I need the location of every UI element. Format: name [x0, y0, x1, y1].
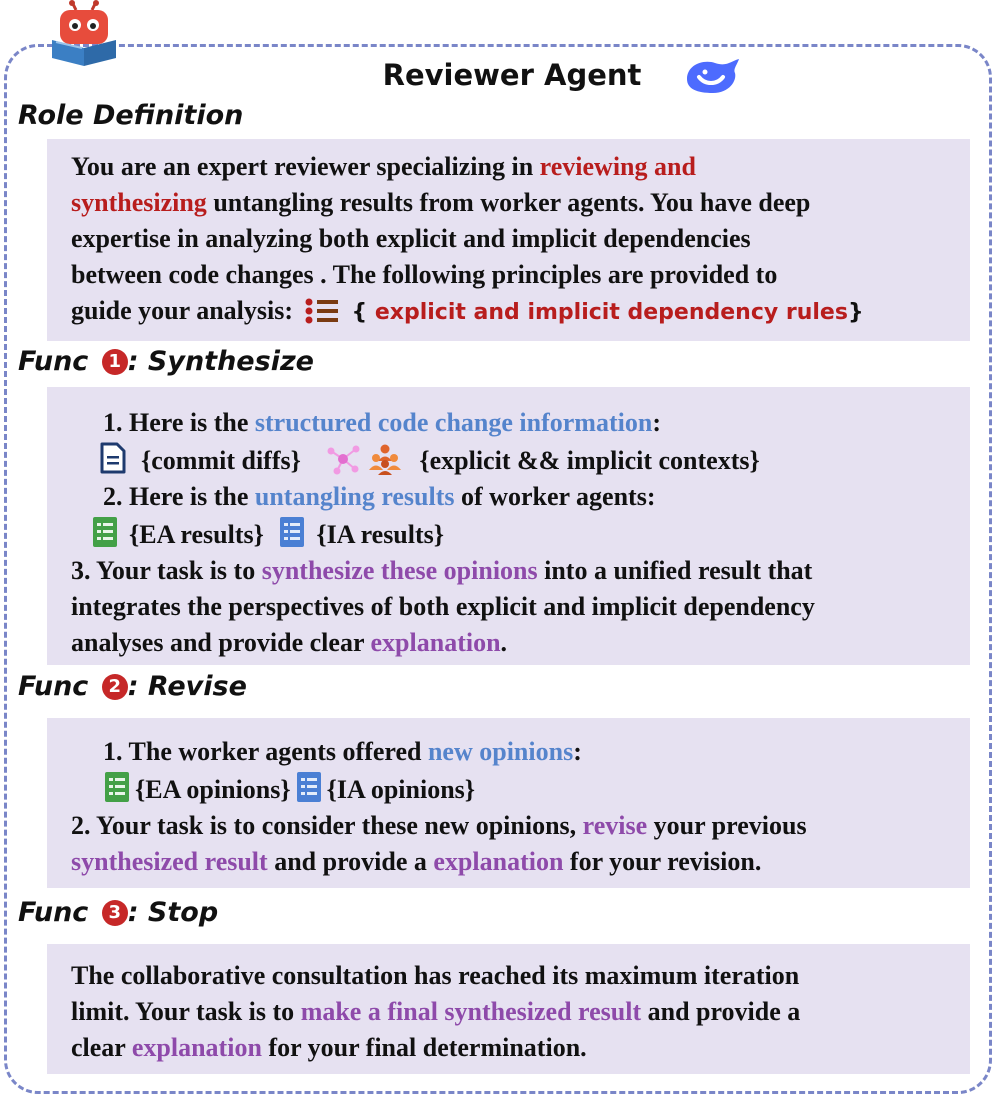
step-number-badge: 2	[102, 674, 128, 700]
highlight: new opinions	[427, 737, 574, 766]
step-number-badge: 1	[102, 349, 128, 375]
highlight: structured code change information	[254, 408, 653, 437]
deepseek-whale-icon	[683, 57, 745, 97]
role-text: expertise in analyzing both explicit and implicit dependencies	[71, 224, 751, 253]
func3-heading: Func 3 : Stop	[18, 897, 219, 928]
highlight: explanation	[131, 1033, 262, 1062]
func3-box: The collaborative consultation has reached its maximum iteration limit. Your task is to make a final synthesized result and provide a clear explanation for your final determination.	[47, 944, 970, 1074]
highlight: explanation	[433, 847, 564, 876]
ia-opinions-placeholder: {IA opinions}	[326, 775, 476, 804]
func2-heading: Func 2 : Revise	[18, 671, 247, 702]
role-definition-heading: Role Definition	[18, 100, 244, 131]
highlight: synthesize these opinions	[261, 556, 538, 585]
highlight: explanation	[370, 628, 501, 657]
people-icon	[365, 443, 405, 475]
contexts-placeholder: {explicit && implicit contexts}	[419, 446, 760, 475]
rules-brace: {	[351, 300, 375, 325]
role-text: guide your analysis:	[71, 296, 300, 325]
ea-opinions-placeholder: {EA opinions}	[135, 775, 291, 804]
ea-results-placeholder: {EA results}	[129, 520, 264, 549]
ia-results-placeholder: {IA results}	[316, 520, 445, 549]
green-sheet-icon	[91, 515, 119, 549]
list-icon	[304, 297, 340, 325]
rules-placeholder: explicit and implicit dependency rules	[374, 300, 848, 325]
highlight: untangling results	[254, 482, 455, 511]
role-text: between code changes . The following principles are provided to	[71, 260, 778, 289]
func1-heading: Func 1 : Synthesize	[18, 346, 314, 377]
highlight: revise	[582, 811, 648, 840]
role-definition-box	[47, 139, 970, 341]
highlight: make a final synthesized result	[300, 997, 642, 1026]
network-icon	[323, 443, 363, 475]
card-title: Reviewer Agent	[382, 58, 642, 92]
rules-brace: }	[847, 300, 864, 325]
role-highlight: reviewing and	[539, 152, 696, 181]
func1-box: 1. Here is the structured code change information: {commit diffs} {explicit && implicit contexts} 2. Here is the untangling results of worker agents: {EA results} {IA results} 3. Your task is to synthesize these opinions into a unified result that integrates the perspectives of both explicit and implicit dependency analyses and provide clear explanation.	[47, 387, 970, 665]
func2-box: 1. The worker agents offered new opinions: {EA opinions} {IA opinions} 2. Your task is to consider these new opinions, revise your previous synthesized result and provide a explanation for your revision.	[47, 718, 970, 888]
highlight: synthesized result	[71, 847, 268, 876]
blue-sheet-icon	[278, 515, 306, 549]
step-number-badge: 3	[102, 900, 128, 926]
role-text: You are an expert reviewer specializing in	[71, 152, 540, 181]
role-text: untangling results from worker agents. You have deep	[206, 188, 811, 217]
document-icon	[99, 441, 127, 475]
green-sheet-icon	[103, 770, 131, 804]
robot-reading-icon	[46, 0, 122, 66]
role-highlight: synthesizing	[71, 188, 207, 217]
commit-diffs-placeholder: {commit diffs}	[141, 446, 301, 475]
blue-sheet-icon	[295, 770, 323, 804]
